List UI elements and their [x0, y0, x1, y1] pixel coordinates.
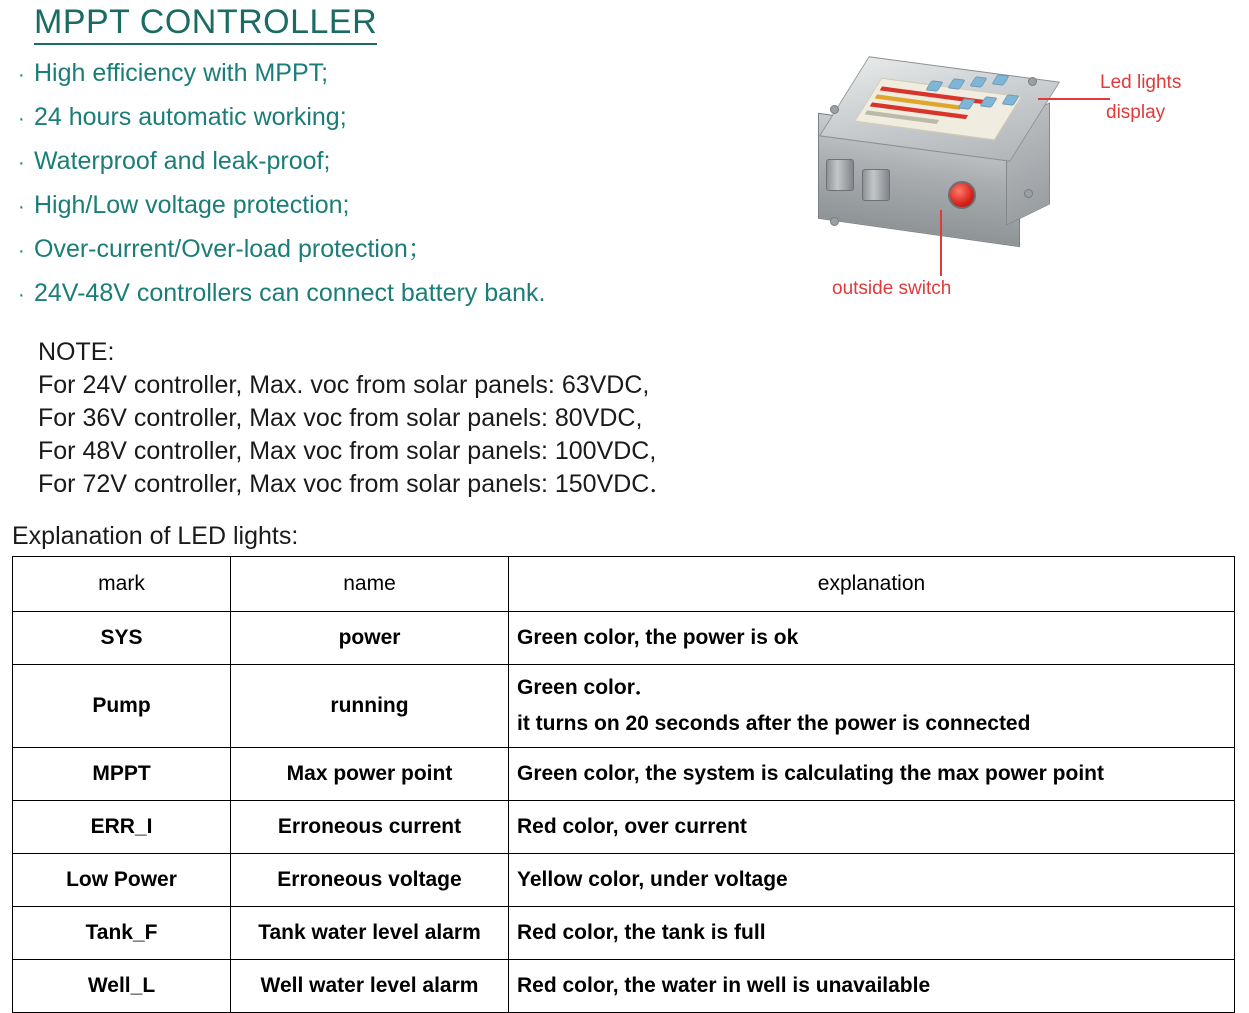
list-item: [18, 228, 718, 272]
table-row: [13, 665, 1235, 748]
cell-name: running: [231, 665, 509, 748]
callout-outside-switch: outside switch: [832, 278, 952, 299]
column-header-mark: mark: [13, 557, 231, 612]
note-line: For 24V controller, Max. voc from solar panels: 63VDC,: [38, 371, 650, 399]
feature-text: High efficiency with MPPT;: [34, 59, 329, 87]
feature-text: Over-current/Over-load protection；: [34, 235, 433, 263]
note-line: For 48V controller, Max voc from solar panels: 100VDC,: [38, 437, 657, 465]
cell-name: Max power point: [231, 748, 509, 801]
table-row: [13, 854, 1235, 907]
cell-mark: ERR_I: [13, 801, 231, 854]
cell-explanation: Red color, over current: [509, 801, 1235, 854]
cable-gland-icon: [826, 159, 854, 191]
feature-text: 24 hours automatic working;: [34, 103, 347, 131]
bullet-icon: ·: [18, 284, 25, 306]
cell-explanation-line1: Green color．: [517, 676, 656, 699]
callout-leader-line: [1038, 98, 1110, 100]
cell-mark: SYS: [13, 612, 231, 665]
led-explanation-table: [12, 556, 1235, 1013]
bullet-icon: ·: [18, 108, 25, 130]
callout-led-line1: Led lights: [1100, 72, 1182, 93]
cell-mark: Tank_F: [13, 907, 231, 960]
bullet-icon: ·: [18, 240, 25, 262]
product-photo: [770, 40, 1240, 330]
list-item: [18, 52, 718, 96]
cell-explanation: Green color, the system is calculating the max power point: [509, 748, 1235, 801]
cell-mark: Pump: [13, 665, 231, 748]
cell-explanation: Red color, the water in well is unavailable: [509, 960, 1235, 1013]
screw-icon: [1028, 77, 1037, 86]
led-explanation-heading: Explanation of LED lights:: [12, 522, 299, 550]
table-row: [13, 612, 1235, 665]
bullet-icon: ·: [18, 152, 25, 174]
note-line: For 72V controller, Max voc from solar panels: 150VDC．: [38, 470, 675, 498]
cell-explanation: Yellow color, under voltage: [509, 854, 1235, 907]
callout-leader-line: [940, 210, 942, 276]
table-row: [13, 748, 1235, 801]
table-header-row: [13, 557, 1235, 612]
screw-icon: [1024, 189, 1033, 198]
cell-mark: Low Power: [13, 854, 231, 907]
bullet-icon: ·: [18, 196, 25, 218]
column-header-explanation: explanation: [509, 557, 1235, 612]
note-heading: NOTE:: [38, 338, 115, 366]
cell-name: Erroneous current: [231, 801, 509, 854]
cell-explanation: Red color, the tank is full: [509, 907, 1235, 960]
cell-name: power: [231, 612, 509, 665]
table-row: [13, 801, 1235, 854]
outside-switch-icon: [948, 181, 976, 209]
feature-text: 24V-48V controllers can connect battery bank.: [34, 279, 546, 307]
controller-device-illustration: [800, 65, 1065, 240]
list-item: [18, 140, 718, 184]
note-block: [38, 336, 674, 501]
table-row: [13, 960, 1235, 1013]
cell-name: Tank water level alarm: [231, 907, 509, 960]
callout-led-line2: display: [1106, 102, 1166, 123]
screw-icon: [830, 105, 839, 114]
note-line: For 36V controller, Max voc from solar panels: 80VDC,: [38, 404, 643, 432]
cell-name: Well water level alarm: [231, 960, 509, 1013]
column-header-name: name: [231, 557, 509, 612]
list-item: [18, 272, 718, 316]
cell-explanation-line2: it turns on 20 seconds after the power is connected: [517, 712, 1031, 735]
page-title: MPPT CONTROLLER: [34, 2, 377, 45]
feature-text: Waterproof and leak-proof;: [34, 147, 331, 175]
cell-explanation: [509, 665, 1235, 748]
screw-icon: [830, 217, 839, 226]
feature-list: [18, 52, 718, 316]
cell-explanation: Green color, the power is ok: [509, 612, 1235, 665]
cable-gland-icon: [862, 169, 890, 201]
list-item: [18, 184, 718, 228]
cell-name: Erroneous voltage: [231, 854, 509, 907]
bullet-icon: ·: [18, 64, 25, 86]
cell-mark: Well_L: [13, 960, 231, 1013]
cell-mark: MPPT: [13, 748, 231, 801]
table-row: [13, 907, 1235, 960]
list-item: [18, 96, 718, 140]
feature-text: High/Low voltage protection;: [34, 191, 350, 219]
